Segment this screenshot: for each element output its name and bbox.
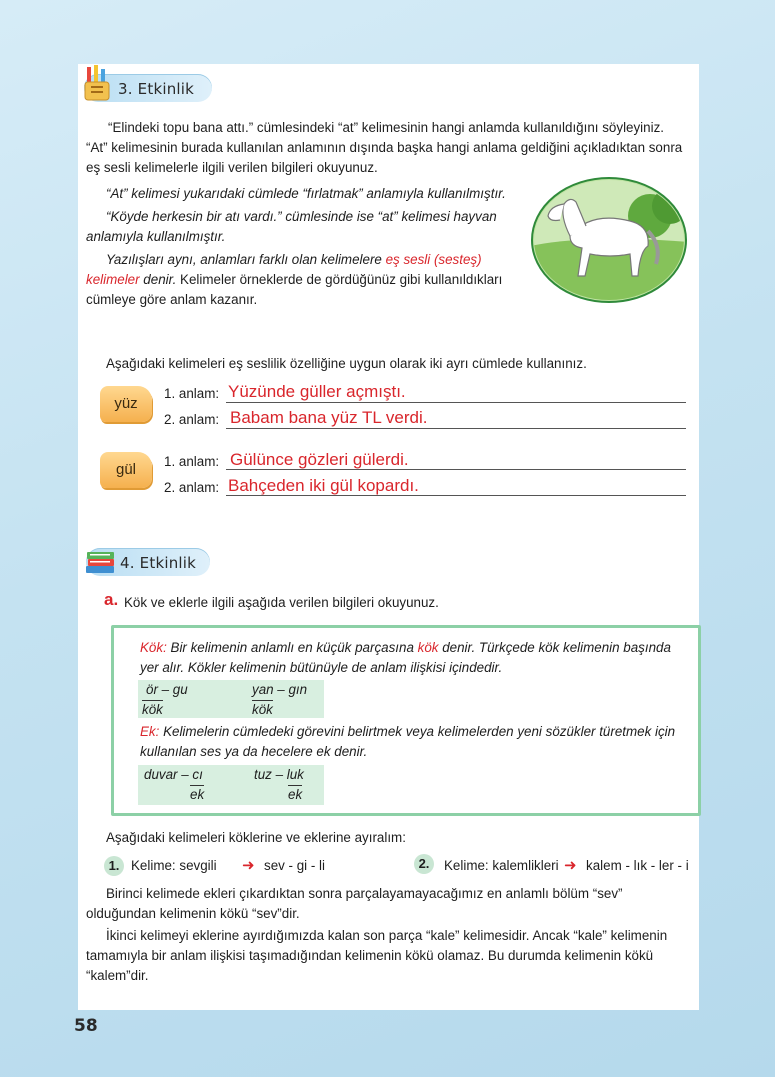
ek-example2-bottom: ek	[288, 787, 303, 802]
yuz-line2	[226, 428, 686, 429]
kok-word: kök	[417, 640, 439, 655]
ek-definition	[140, 722, 688, 762]
definition-term: eş sesli (sesteş) kelimeler	[86, 252, 482, 287]
explanation-para1: Birinci kelimede ekleri çıkardıktan sonra parçalayamayacağımız en anlamlı bölüm “sev” olduğundan kelimenin kökü “sev”dir.	[86, 886, 623, 921]
gul-answer1[interactable]: Gülünce gözleri gülerdi.	[230, 450, 409, 469]
kok-def2: denir. Türkçede kök kelimenin başında yer alır. Kökler kelimenin bütünüyle de anlam ilişkisi içindedir.	[140, 640, 671, 675]
ek-examples-box	[138, 765, 324, 805]
kok-example1-top: ör – gu	[146, 682, 188, 697]
horse-illustration	[530, 176, 688, 304]
activity3-line2: “Köyde herkesin bir atı vardı.” cümlesinde ise “at” kelimesi hayvan anlamıyla kullanılmıştır.	[86, 209, 497, 244]
item2-number: 2.	[414, 854, 434, 874]
page	[78, 64, 699, 1010]
gul-answer2[interactable]: Bahçeden iki gül kopardı.	[228, 476, 419, 495]
ek-example1-bottom: ek	[190, 787, 205, 802]
activity4-title: 4. Etkinlik	[120, 554, 197, 572]
definition-part3: Kelimeler örneklerde de gördüğünüz gibi kullanıldıkları cümleye göre anlam kazanır.	[86, 272, 503, 307]
kok-example1-bottom: kök	[142, 702, 163, 717]
kok-term: Kök:	[140, 640, 167, 655]
item1-number: 1.	[104, 856, 124, 876]
activity4-a-text: Kök ve eklerle ilgili aşağıda verilen bilgileri okuyunuz.	[124, 595, 439, 610]
activity3-definition	[86, 250, 526, 310]
kok-example2-bottom: kök	[252, 702, 273, 717]
item1-result: sev - gi - li	[264, 858, 326, 873]
explanation-para2: İkinci kelimeyi eklerine ayırdığımızda kalan son parça “kale” kelimesidir. Ancak “kale” kelimenin tamamıyla bir anlam ilişkisi taşımadığından kelimenin kökü olamaz. Bu durumda kelimenin kökü “kalem”dir.	[86, 928, 668, 983]
ek-example1-top: duvar – cı	[144, 767, 203, 782]
yuz-line1	[226, 402, 686, 403]
word-tag-gul: gül	[100, 452, 152, 488]
gul-label2: 2. anlam:	[164, 480, 220, 495]
definition-part2: denir.	[139, 272, 177, 287]
definition-part1: Yazılışları aynı, anlamları farklı olan kelimelere	[106, 252, 386, 267]
yuz-label1: 1. anlam:	[164, 386, 220, 401]
activity3-title: 3. Etkinlik	[118, 80, 195, 98]
split-instruction: Aşağıdaki kelimeleri köklerine ve eklerine ayıralım:	[106, 830, 406, 845]
kok-ek-box	[111, 625, 701, 816]
books-icon	[84, 544, 118, 578]
yuz-label2: 2. anlam:	[164, 412, 220, 427]
item1-arrow-icon: ➜	[242, 857, 255, 874]
gul-line1	[226, 469, 686, 470]
yuz-answer2[interactable]: Babam bana yüz TL verdi.	[230, 408, 428, 427]
ek-def: Kelimelerin cümledeki görevini belirtmek veya kelimelerden yeni sözükler türetmek için kullanılan ses ya da hecelere ek denir.	[140, 724, 676, 759]
activity3-intro: “Elindeki topu bana attı.” cümlesindeki “at” kelimesinin hangi anlamda kullanıldığını söyleyiniz. “At” kelimesinin burada kullanılan anlamının dışında başka hangi anlama geldiğini açıkladıktan sonra eş sesli kelimelerle ilgili verilen bilgileri okuyunuz.	[86, 120, 683, 175]
item1-text: Kelime: sevgili	[131, 858, 217, 873]
pencil-cup-icon	[82, 64, 116, 104]
activity3-instruction: Aşağıdaki kelimeleri eş seslilik özelliğine uygun olarak iki ayrı cümlede kullanınız.	[106, 356, 587, 371]
kok-definition	[140, 638, 688, 678]
gul-label1: 1. anlam:	[164, 454, 220, 469]
gul-line2	[226, 495, 686, 496]
activity3-line1: “At” kelimesi yukarıdaki cümlede “fırlatmak” anlamıyla kullanılmıştır.	[106, 186, 506, 201]
yuz-answer1[interactable]: Yüzünde güller açmıştı.	[228, 382, 406, 401]
word-tag-yuz: yüz	[100, 386, 152, 422]
kok-examples-box	[138, 680, 324, 718]
kok-def: Bir kelimenin anlamlı en küçük parçasına	[166, 640, 418, 655]
page-number: 58	[74, 1016, 98, 1036]
ek-example2-top: tuz – luk	[254, 767, 304, 782]
kok-example2-top: yan – gın	[252, 682, 308, 697]
item2-text: Kelime: kalemlikleri	[444, 858, 559, 873]
ek-term: Ek:	[140, 724, 160, 739]
a-marker: a.	[104, 590, 119, 609]
item2-arrow-icon: ➜	[564, 857, 577, 874]
item2-result: kalem - lık - ler - i	[586, 858, 689, 873]
